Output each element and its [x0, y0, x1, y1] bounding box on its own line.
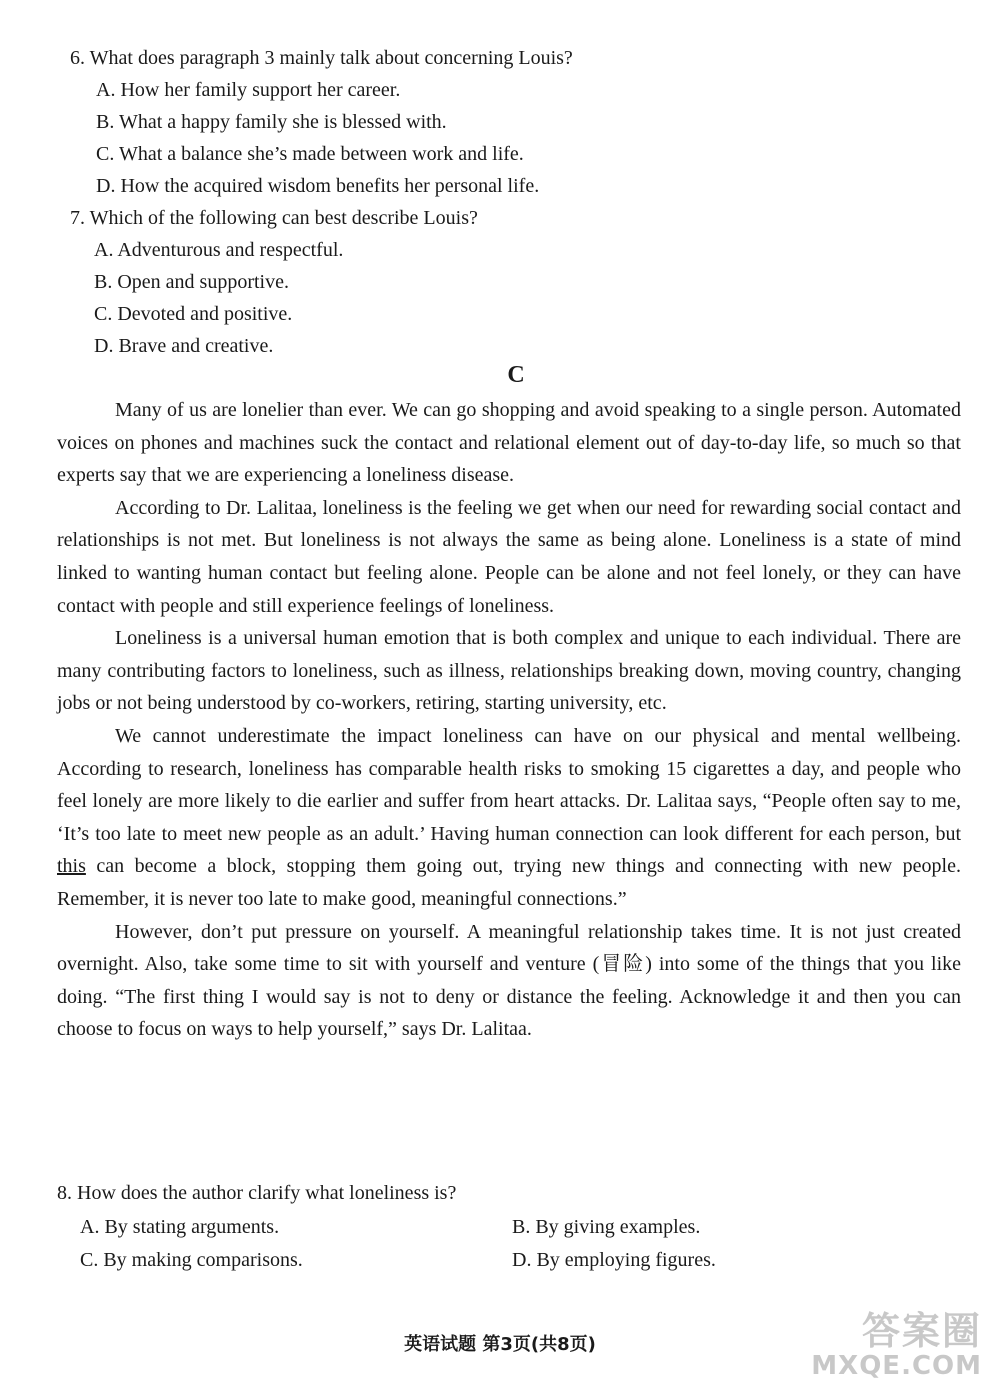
question-8-option-b: B. By giving examples.	[512, 1216, 701, 1238]
section-c-title: C	[507, 362, 525, 388]
watermark-text-bottom: MXQE.COM	[811, 1351, 982, 1381]
underlined-word-this: this	[57, 855, 86, 878]
question-6-option-c: C. What a balance she’s made between work and life.	[96, 143, 524, 165]
watermark-logo	[811, 1300, 982, 1381]
passage-paragraph-5: However, don’t put pressure on yourself. A meaningful relationship takes time. It is not just created overnight. Also, take some time to sit with yourself and venture (冒险) into some of the things that you like doing. “The first thing I would say is not to deny or distance the feeling. Acknowledge it and then you can choose to focus on ways to help yourself,” says Dr. Lalitaa.	[57, 920, 961, 1041]
passage-paragraph-3: Loneliness is a universal human emotion that is both complex and unique to each individual. There are many contributing factors to loneliness, such as illness, relationships breaking down, moving country, changing jobs or not being understood by co-workers, retiring, starting university, etc.	[57, 627, 961, 715]
question-7-stem: 7. Which of the following can best describe Louis?	[70, 207, 478, 229]
passage-paragraph-4-part-1: We cannot underestimate the impact loneliness can have on our physical and mental wellbeing. According to research, loneliness has comparable health risks to smoking 15 cigarettes a day, and people who feel lonely are more likely to die earlier and suffer from heart attacks. Dr. Lalitaa says, “People often say to me, ‘It’s too late to meet new people as an adult.’ Having human connection can look different for each person, but	[57, 724, 961, 845]
question-8-option-d: D. By employing figures.	[512, 1249, 716, 1271]
question-6-stem: 6. What does paragraph 3 mainly talk about concerning Louis?	[70, 47, 573, 69]
question-6-option-a: A. How her family support her career.	[96, 79, 401, 101]
question-8-option-c: C. By making comparisons.	[80, 1249, 303, 1271]
passage-paragraph-4-part-2: can become a block, stopping them going out, trying new things and connecting with new people. Remember, it is never too late to make good, meaningful connections.”	[57, 855, 961, 910]
passage-paragraph-2: According to Dr. Lalitaa, loneliness is the feeling we get when our need for rewarding social contact and relationships is not met. But loneliness is not always the same as being alone. Loneliness is a state of mind linked to wanting human contact but feeling alone. People can be alone and not feel lonely, or they can have contact with people and still experience feelings of loneliness.	[57, 496, 961, 617]
question-7-option-c: C. Devoted and positive.	[94, 303, 293, 325]
page-footer: 英语试题 第3页(共8页)	[404, 1334, 596, 1355]
question-8-stem: 8. How does the author clarify what loneliness is?	[57, 1182, 457, 1204]
passage-paragraph-4	[57, 720, 961, 916]
question-6-option-d: D. How the acquired wisdom benefits her personal life.	[96, 175, 540, 197]
question-6-option-b: B. What a happy family she is blessed with.	[96, 111, 447, 133]
passage-paragraph-1: Many of us are lonelier than ever. We can go shopping and avoid speaking to a single person. Automated voices on phones and machines suck the contact and relational element out of day-to-day life, so much so that experts say that we are experiencing a loneliness disease.	[57, 399, 961, 487]
question-8-option-a: A. By stating arguments.	[80, 1216, 280, 1238]
question-7-option-b: B. Open and supportive.	[94, 271, 289, 293]
question-7-option-a: A. Adventurous and respectful.	[94, 239, 344, 261]
question-7-option-d: D. Brave and creative.	[94, 335, 274, 357]
section-c-passage	[57, 394, 961, 1046]
watermark-text-top: 答案圈	[861, 1309, 982, 1353]
